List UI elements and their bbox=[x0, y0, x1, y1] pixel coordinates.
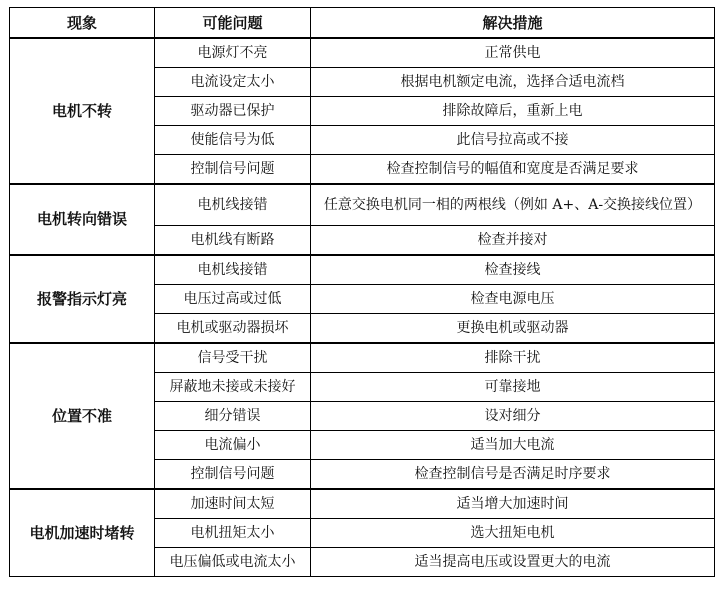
solution-cell: 检查接线 bbox=[311, 255, 715, 285]
solution-cell: 适当增大加速时间 bbox=[311, 489, 715, 519]
cause-cell: 加速时间太短 bbox=[155, 489, 311, 519]
symptom-cell: 电机加速时堵转 bbox=[10, 489, 155, 577]
symptom-cell: 电机转向错误 bbox=[10, 184, 155, 255]
cause-cell: 电机线接错 bbox=[155, 184, 311, 226]
table-row bbox=[10, 255, 715, 285]
solution-cell: 检查电源电压 bbox=[311, 285, 715, 314]
cause-cell: 驱动器已保护 bbox=[155, 97, 311, 126]
header-symptom: 现象 bbox=[10, 8, 155, 39]
symptom-cell: 位置不准 bbox=[10, 343, 155, 489]
solution-cell: 适当提高电压或设置更大的电流 bbox=[311, 548, 715, 577]
cause-cell: 电流偏小 bbox=[155, 431, 311, 460]
table-row bbox=[10, 489, 715, 519]
solution-cell: 排除故障后，重新上电 bbox=[311, 97, 715, 126]
header-cause: 可能问题 bbox=[155, 8, 311, 39]
troubleshooting-table-container bbox=[9, 7, 715, 577]
cause-cell: 控制信号问题 bbox=[155, 155, 311, 185]
cause-cell: 电流设定太小 bbox=[155, 68, 311, 97]
cause-cell: 电机扭矩太小 bbox=[155, 519, 311, 548]
cause-cell: 电压过高或过低 bbox=[155, 285, 311, 314]
solution-cell: 更换电机或驱动器 bbox=[311, 314, 715, 344]
cause-cell: 屏蔽地未接或未接好 bbox=[155, 373, 311, 402]
cause-cell: 使能信号为低 bbox=[155, 126, 311, 155]
cause-cell: 电源灯不亮 bbox=[155, 38, 311, 68]
cause-cell: 电机线有断路 bbox=[155, 226, 311, 256]
solution-cell: 排除干扰 bbox=[311, 343, 715, 373]
solution-cell: 设对细分 bbox=[311, 402, 715, 431]
troubleshooting-table bbox=[9, 7, 715, 577]
solution-cell: 选大扭矩电机 bbox=[311, 519, 715, 548]
table-row bbox=[10, 343, 715, 373]
solution-cell: 根据电机额定电流，选择合适电流档 bbox=[311, 68, 715, 97]
solution-cell: 检查控制信号是否满足时序要求 bbox=[311, 460, 715, 490]
cause-cell: 电机线接错 bbox=[155, 255, 311, 285]
cause-cell: 细分错误 bbox=[155, 402, 311, 431]
cause-cell: 信号受干扰 bbox=[155, 343, 311, 373]
header-row bbox=[10, 8, 715, 39]
solution-cell: 检查并接对 bbox=[311, 226, 715, 256]
symptom-cell: 报警指示灯亮 bbox=[10, 255, 155, 343]
solution-cell: 检查控制信号的幅值和宽度是否满足要求 bbox=[311, 155, 715, 185]
solution-cell: 正常供电 bbox=[311, 38, 715, 68]
table-row bbox=[10, 38, 715, 68]
table-row bbox=[10, 184, 715, 226]
cause-cell: 电机或驱动器损坏 bbox=[155, 314, 311, 344]
solution-cell: 可靠接地 bbox=[311, 373, 715, 402]
symptom-cell: 电机不转 bbox=[10, 38, 155, 184]
header-solution: 解决措施 bbox=[311, 8, 715, 39]
solution-cell: 此信号拉高或不接 bbox=[311, 126, 715, 155]
solution-cell: 适当加大电流 bbox=[311, 431, 715, 460]
cause-cell: 电压偏低或电流太小 bbox=[155, 548, 311, 577]
cause-cell: 控制信号问题 bbox=[155, 460, 311, 490]
solution-cell: 任意交换电机同一相的两根线（例如 A+、A-交换接线位置） bbox=[311, 184, 715, 226]
